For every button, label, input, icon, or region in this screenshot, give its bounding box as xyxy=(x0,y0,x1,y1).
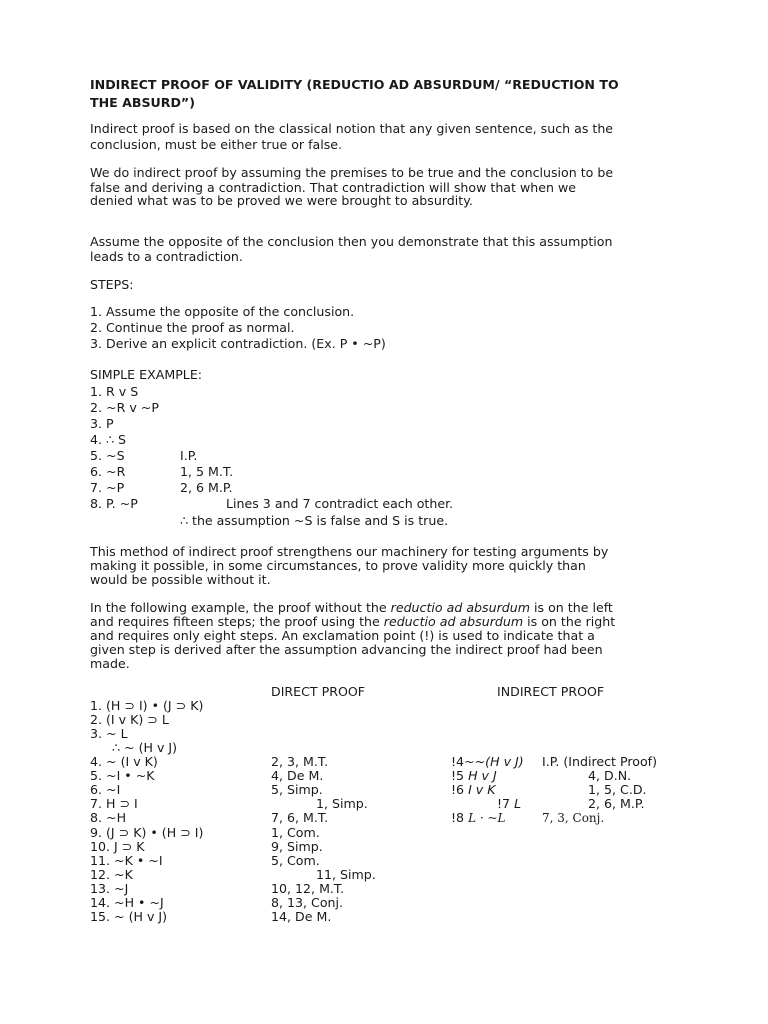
simple-example-line: 7. ~P xyxy=(90,480,125,495)
indirect-justification: 2, 6, M.P. xyxy=(588,796,645,811)
step-item: 3. Derive an explicit contradiction. (Ex. P • ~P) xyxy=(90,336,386,351)
method-p1-line: This method of indirect proof strengthens our machinery for testing arguments by xyxy=(90,544,609,559)
simple-example-line: 6. ~R xyxy=(90,464,126,479)
simple-example-heading: SIMPLE EXAMPLE: xyxy=(90,367,203,382)
direct-justification: 9, Simp. xyxy=(271,839,323,854)
direct-justification: 7, 6, M.T. xyxy=(271,810,329,825)
intro-p1-line: Indirect proof is based on the classical notion that any given sentence, such as the xyxy=(90,121,614,136)
indirect-step: !6 I v K xyxy=(451,782,496,797)
direct-justification: 8, 13, Conj. xyxy=(271,895,344,910)
method-p2-line: In the following example, the proof without the reductio ad absurdum is on the left xyxy=(90,600,613,615)
step-item: 2. Continue the proof as normal. xyxy=(90,320,295,335)
method-p1-line: making it possible, in some circumstances, to prove validity more quickly than xyxy=(90,558,586,573)
direct-justification: 1, Com. xyxy=(271,825,320,840)
proof-line: 9. (J ⊃ K) • (H ⊃ I) xyxy=(90,825,204,840)
indirect-justification: 4, D.N. xyxy=(588,768,632,783)
proof-premise: 3. ~ L xyxy=(90,726,128,741)
proof-line: 12. ~K xyxy=(90,867,133,882)
proof-line: 11. ~K • ~I xyxy=(90,853,163,868)
simple-example-justification: 2, 6 M.P. xyxy=(180,480,233,495)
proof-line: 6. ~I xyxy=(90,782,121,797)
direct-justification: 10, 12, M.T. xyxy=(271,881,345,896)
direct-justification: 11, Simp. xyxy=(316,867,376,882)
indirect-step: !8 L · ~L xyxy=(451,810,506,825)
proof-line: 4. ~ (I v K) xyxy=(90,754,158,769)
proof-line: 7. H ⊃ I xyxy=(90,796,138,811)
simple-example-justification: 1, 5 M.T. xyxy=(180,464,234,479)
intro-p2-line: denied what was to be proved we were brought to absurdity. xyxy=(90,193,473,208)
method-p1-line: would be possible without it. xyxy=(90,572,271,587)
reductio-emphasis: reductio ad absurdum xyxy=(383,614,524,629)
indirect-step: !7 L xyxy=(497,796,522,811)
direct-justification: 2, 3, M.T. xyxy=(271,754,329,769)
direct-justification: 14, De M. xyxy=(271,909,332,924)
simple-example-justification: I.P. xyxy=(180,448,198,463)
intro-p2-line: false and deriving a contradiction. That contradiction will show that when we xyxy=(90,180,577,195)
direct-justification: 5, Com. xyxy=(271,853,320,868)
simple-example-conclusion: ∴ the assumption ~S is false and S is true. xyxy=(180,513,449,528)
simple-example-line: 5. ~S xyxy=(90,448,125,463)
steps-heading: STEPS: xyxy=(90,277,134,292)
method-p2-line: given step is derived after the assumption advancing the indirect proof had been xyxy=(90,642,603,657)
intro-p2-line: We do indirect proof by assuming the premises to be true and the conclusion to be xyxy=(90,165,614,180)
intro-p1-line: conclusion, must be either true or false. xyxy=(90,137,343,152)
proof-line: 10. J ⊃ K xyxy=(90,839,145,854)
proof-conclusion: ∴ ~ (H v J) xyxy=(112,740,178,755)
simple-example-line: 1. R v S xyxy=(90,384,139,399)
indirect-justification: 7, 3, Conj. xyxy=(542,811,605,825)
intro-p3-line: Assume the opposite of the conclusion then you demonstrate that this assumption xyxy=(90,234,613,249)
simple-example-line: 4. ∴ S xyxy=(90,432,127,447)
step-item: 1. Assume the opposite of the conclusion. xyxy=(90,304,355,319)
document-title-line-2: THE ABSURD”) xyxy=(90,95,195,110)
proof-line: 14. ~H • ~J xyxy=(90,895,164,910)
direct-justification: 5, Simp. xyxy=(271,782,323,797)
simple-example-line: 3. P xyxy=(90,416,114,431)
simple-example-note: Lines 3 and 7 contradict each other. xyxy=(226,496,454,511)
simple-example-line: 8. P. ~P xyxy=(90,496,138,511)
direct-justification: 4, De M. xyxy=(271,768,324,783)
proof-line: 13. ~J xyxy=(90,881,129,896)
indirect-step: !4~~(H v J) xyxy=(451,754,524,769)
proof-line: 5. ~I • ~K xyxy=(90,768,155,783)
proof-premise: 1. (H ⊃ I) • (J ⊃ K) xyxy=(90,698,204,713)
proof-premise: 2. (I v K) ⊃ L xyxy=(90,712,169,727)
indirect-step: !5 H v J xyxy=(451,768,497,783)
indirect-justification: I.P. (Indirect Proof) xyxy=(542,754,658,769)
document-title-line-1: INDIRECT PROOF OF VALIDITY (REDUCTIO AD ABSURDUM/ “REDUCTION TO xyxy=(90,77,619,92)
proof-line: 15. ~ (H v J) xyxy=(90,909,168,924)
method-p2-line: and requires only eight steps. An exclamation point (!) is used to indicate that a xyxy=(90,628,595,643)
method-p2-line: and requires fifteen steps; the proof using the reductio ad absurdum is on the right xyxy=(90,614,616,629)
indirect-justification: 1, 5, C.D. xyxy=(588,782,647,797)
method-p2-line: made. xyxy=(90,656,130,671)
proof-line: 8. ~H xyxy=(90,810,127,825)
intro-p3-line: leads to a contradiction. xyxy=(90,249,243,264)
simple-example-line: 2. ~R v ~P xyxy=(90,400,159,415)
direct-proof-heading: DIRECT PROOF xyxy=(271,684,366,699)
reductio-emphasis: reductio ad absurdum xyxy=(390,600,531,615)
direct-justification: 1, Simp. xyxy=(316,796,368,811)
indirect-proof-heading: INDIRECT PROOF xyxy=(497,684,605,699)
